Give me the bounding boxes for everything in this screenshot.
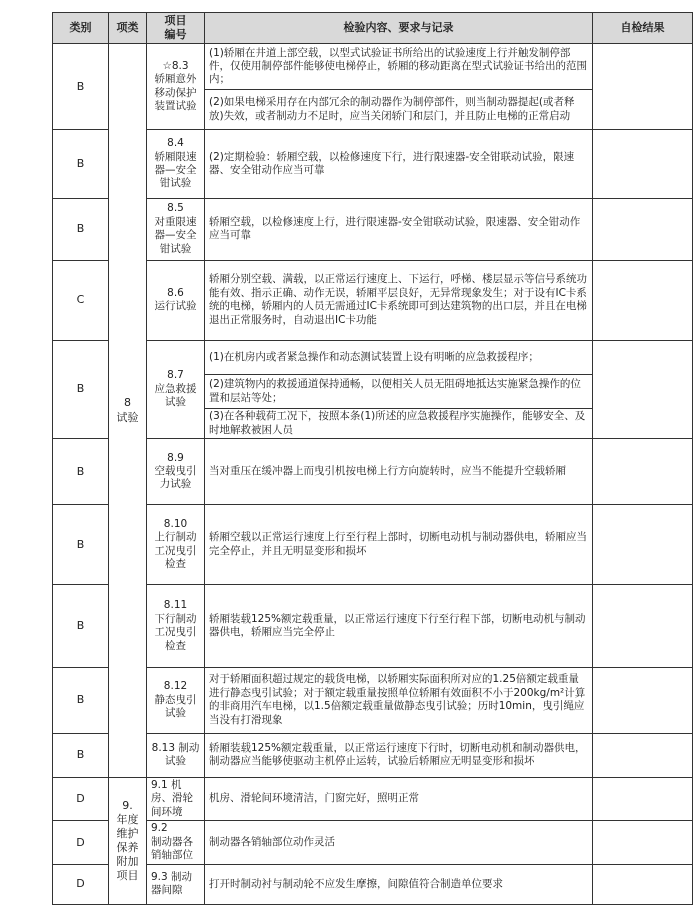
content-cell: 当对重压在缓冲器上而曳引机按电梯上行方向旋转时，应当不能提升空载轿厢 [205,439,593,505]
header-type: 项类 [109,13,147,44]
content-cell: 制动器各销轴部位动作灵活 [205,821,593,864]
table-row [53,340,693,374]
result-cell[interactable] [593,198,693,260]
type-cell: 8 试验 [109,44,147,778]
table-row [53,733,693,777]
table-row [53,130,693,198]
content-cell: (1)在机房内或者紧急操作和动态测试装置上设有明晰的应急救援程序； [205,340,593,374]
table-row [53,260,693,340]
item-code-cell: 8.6 运行试验 [147,260,205,340]
item-code-cell: ☆8.3 轿厢意外移动保护装置试验 [147,44,205,130]
table-row [53,44,693,90]
content-cell: 轿厢空载，以检修速度上行，进行限速器-安全钳联动试验，限速器、安全钳动作应当可靠 [205,198,593,260]
content-cell: 轿厢装载125%额定载重量，以正常运行速度下行时，切断电动机和制动器供电，制动器应当能够使驱动主机停止运转，试验后轿厢应无明显变形和损坏 [205,733,593,777]
content-cell: 轿厢装载125%额定载重量，以正常运行速度下行至行程下部，切断电动机与制动器供电，轿厢应当完全停止 [205,585,593,667]
result-cell[interactable] [593,821,693,864]
result-cell[interactable] [593,585,693,667]
content-cell: (2)建筑物内的救援通道保持通畅，以便相关人员无阻碍地抵达实施紧急操作的位置和层站等处； [205,374,593,408]
item-code-cell: 8.4 轿厢限速器—安全钳试验 [147,130,205,198]
table-row [53,821,693,864]
item-code-cell: 8.5 对重限速器—安全钳试验 [147,198,205,260]
category-cell: B [53,439,109,505]
item-code-cell: 8.11 下行制动工况曳引检查 [147,585,205,667]
type-cell: 9. 年度维护保养附加项目 [109,777,147,904]
category-cell: C [53,260,109,340]
table-row [53,864,693,904]
result-cell[interactable] [593,260,693,340]
category-cell: B [53,340,109,438]
category-cell: B [53,198,109,260]
category-cell: B [53,733,109,777]
content-cell: (2)定期检验：轿厢空载，以检修速度下行，进行限速器-安全钳联动试验，限速器、安全钳动作应当可靠 [205,130,593,198]
item-code-cell: 9.1 机房、滑轮间环境 [147,777,205,820]
header-category: 类别 [53,13,109,44]
header-code: 项目 编号 [147,13,205,44]
result-cell[interactable] [593,439,693,505]
table-row [53,505,693,585]
category-cell: D [53,864,109,904]
item-code-cell: 8.9 空载曳引力试验 [147,439,205,505]
table-row [53,777,693,820]
item-code-cell: 8.10 上行制动工况曳引检查 [147,505,205,585]
category-cell: B [53,585,109,667]
table-body [53,44,693,905]
item-code-cell: 8.13 制动试验 [147,733,205,777]
category-cell: B [53,667,109,733]
result-cell[interactable] [593,667,693,733]
result-cell[interactable] [593,864,693,904]
header-content: 检验内容、要求与记录 [205,13,593,44]
category-cell: B [53,505,109,585]
table-row [53,667,693,733]
result-cell[interactable] [593,130,693,198]
header-result: 自检结果 [593,13,693,44]
content-cell: 轿厢空载以正常运行速度上行至行程上部时，切断电动机与制动器供电，轿厢应当完全停止，并且无明显变形和损坏 [205,505,593,585]
content-cell: 轿厢分别空载、满载，以正常运行速度上、下运行，呼梯、楼层显示等信号系统功能有效、指示正确、动作无误，轿厢平层良好，无异常现象发生；对于设有IC卡系统的电梯，轿厢内的人员无需通过IC卡系统即可到达建筑物的出口层，并且在电梯退出正常服务时，自动退出IC卡功能 [205,260,593,340]
content-cell: (3)在各种载荷工况下，按照本条(1)所述的应急救援程序实施操作，能够安全、及时地解救被困人员 [205,409,593,439]
inspection-table [52,12,693,905]
result-cell[interactable] [593,505,693,585]
table-row [53,439,693,505]
result-cell[interactable] [593,777,693,820]
result-cell[interactable] [593,44,693,130]
item-code-cell: 9.3 制动器间隙 [147,864,205,904]
content-cell: (2)如果电梯采用存在内部冗余的制动器作为制停部件，则当制动器提起(或者释放)失效，或者制动力不足时，应当关闭轿门和层门，并且防止电梯的正常启动 [205,90,593,130]
content-cell: 对于轿厢面积超过规定的载货电梯，以轿厢实际面积所对应的1.25倍额定载重量进行静态曳引试验；对于额定载重量按照单位轿厢有效面积不小于200kg/m²计算的非商用汽车电梯，以1.5倍额定载重量做静态曳引试验；历时10min，曳引绳应当没有打滑现象 [205,667,593,733]
result-cell[interactable] [593,733,693,777]
category-cell: D [53,821,109,864]
category-cell: B [53,44,109,130]
category-cell: B [53,130,109,198]
content-cell: (1)轿厢在井道上部空载，以型式试验证书所给出的试验速度上行并触发制停部件，仅使用制停部件能够使电梯停止，轿厢的移动距离在型式试验证书给出的范围内； [205,44,593,90]
result-cell[interactable] [593,340,693,438]
item-code-cell: 8.12 静态曳引试验 [147,667,205,733]
content-cell: 打开时制动衬与制动轮不应发生摩擦，间隙值符合制造单位要求 [205,864,593,904]
header-row [53,13,693,44]
item-code-cell: 9.2 制动器各销轴部位 [147,821,205,864]
item-code-cell: 8.7 应急救援试验 [147,340,205,438]
content-cell: 机房、滑轮间环境清洁，门窗完好，照明正常 [205,777,593,820]
category-cell: D [53,777,109,820]
table-row [53,585,693,667]
table-row [53,198,693,260]
